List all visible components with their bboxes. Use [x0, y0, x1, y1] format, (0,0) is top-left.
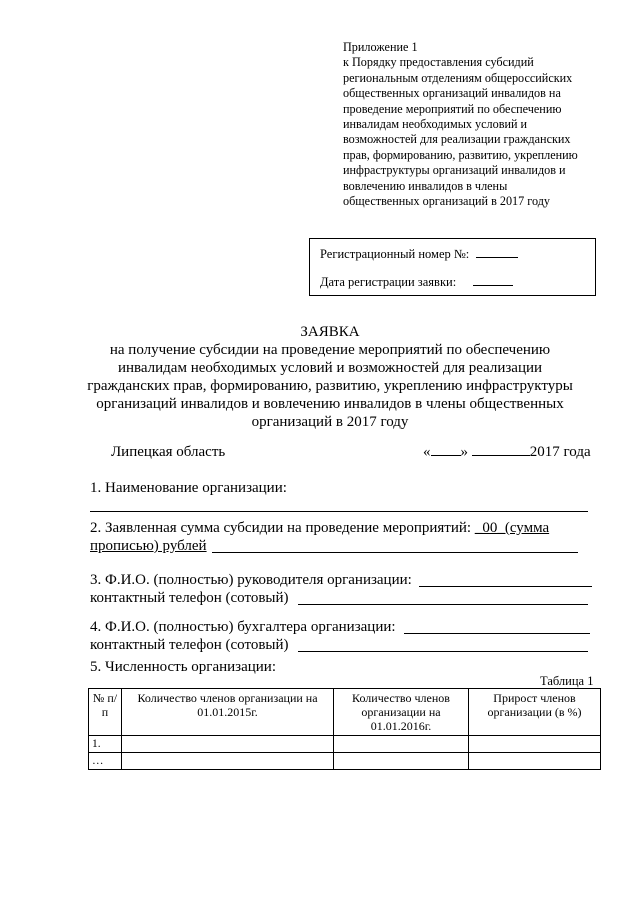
appendix-line: общественных организаций инвалидов на [343, 86, 561, 101]
section-4-label: 4. Ф.И.О. (полностью) бухгалтера организации: [90, 619, 396, 635]
table-cell[interactable] [469, 736, 601, 753]
date-quote-close: » [460, 444, 468, 460]
page-title: ЗАЯВКА [300, 324, 360, 340]
table-cell[interactable] [334, 736, 469, 753]
members-table [88, 688, 601, 770]
date-quote-open: « [423, 444, 431, 460]
section-2-line-1 [90, 520, 549, 537]
col-header-members-2016: Количество членов организации на 01.01.2016г. [334, 689, 469, 736]
col-header-growth: Прирост членов организации (в %) [469, 689, 601, 736]
appendix-line: Приложение 1 [343, 40, 418, 54]
registration-date-label: Дата регистрации заявки: [320, 275, 457, 289]
col-header-number: № п/п [89, 689, 122, 736]
appendix-note [343, 40, 613, 209]
accountant-name-field[interactable] [404, 633, 590, 634]
application-date [423, 444, 591, 461]
region-label: Липецкая область [111, 444, 226, 460]
accountant-phone-label: контактный телефон (сотовый) [90, 637, 289, 653]
title-line: инвалидам необходимых условий и возможностей для реализации [117, 360, 543, 376]
title-line: организаций инвалидов и вовлечению инвалидов в члены общественных [96, 396, 564, 412]
registration-date-row [320, 274, 513, 290]
table-cell[interactable] [334, 753, 469, 770]
registration-number-row [320, 246, 518, 262]
table-cell[interactable] [122, 736, 334, 753]
accountant-phone-field[interactable] [298, 651, 588, 652]
date-year: 2017 года [529, 444, 591, 460]
table-caption: Таблица 1 [540, 674, 594, 688]
appendix-line: возможностей для реализации гражданских [343, 132, 571, 147]
title-line: на получение субсидии на проведение мероприятий по обеспечению [109, 342, 551, 358]
subsidy-amount: _00_(сумма [474, 520, 550, 536]
director-phone-field[interactable] [298, 604, 588, 605]
document-title [60, 323, 600, 431]
registration-number-label: Регистрационный номер №: [320, 247, 470, 261]
table-header-row [89, 689, 601, 736]
registration-number-field[interactable] [476, 246, 518, 258]
title-line: гражданских прав, формированию, развитию, укреплению инфраструктуры [87, 378, 573, 394]
table-cell: 1. [89, 736, 122, 753]
director-phone-label: контактный телефон (сотовый) [90, 590, 289, 606]
appendix-line: вовлечению инвалидов в члены [343, 178, 508, 193]
subsidy-amount-field[interactable] [212, 552, 578, 553]
table-cell[interactable] [122, 753, 334, 770]
appendix-line: проведение мероприятий по обеспечению [343, 101, 562, 116]
table-cell: … [89, 753, 122, 770]
section-3-label: 3. Ф.И.О. (полностью) руководителя организации: [90, 572, 412, 588]
table-row [89, 736, 601, 753]
date-month-field[interactable] [472, 444, 530, 456]
date-day-field[interactable] [431, 444, 461, 456]
registration-date-field[interactable] [473, 274, 513, 286]
section-2-line-2 [90, 538, 207, 555]
appendix-line: общественных организаций в 2017 году [343, 194, 551, 209]
subsidy-amount-words-label: прописью) рублей [90, 538, 207, 554]
table-cell[interactable] [469, 753, 601, 770]
section-2-label: 2. Заявленная сумма субсидии на проведение мероприятий: [90, 520, 475, 536]
table-row [89, 753, 601, 770]
organization-name-field[interactable] [90, 511, 588, 512]
appendix-line: к Порядку предоставления субсидий [343, 55, 534, 70]
section-5-label: 5. Численность организации: [90, 659, 277, 675]
appendix-line: инфраструктуры организаций инвалидов и [343, 163, 566, 178]
director-name-field[interactable] [419, 586, 592, 587]
section-1-label: 1. Наименование организации: [90, 480, 287, 496]
appendix-line: региональным отделениям общероссийских [343, 70, 573, 85]
title-line: организаций в 2017 году [251, 414, 409, 430]
appendix-line: инвалидам необходимых условий и [343, 117, 528, 132]
registration-box [309, 238, 596, 296]
appendix-line: прав, формированию, развитию, укреплению [343, 147, 578, 162]
col-header-members-2015: Количество членов организации на 01.01.2015г. [122, 689, 334, 736]
